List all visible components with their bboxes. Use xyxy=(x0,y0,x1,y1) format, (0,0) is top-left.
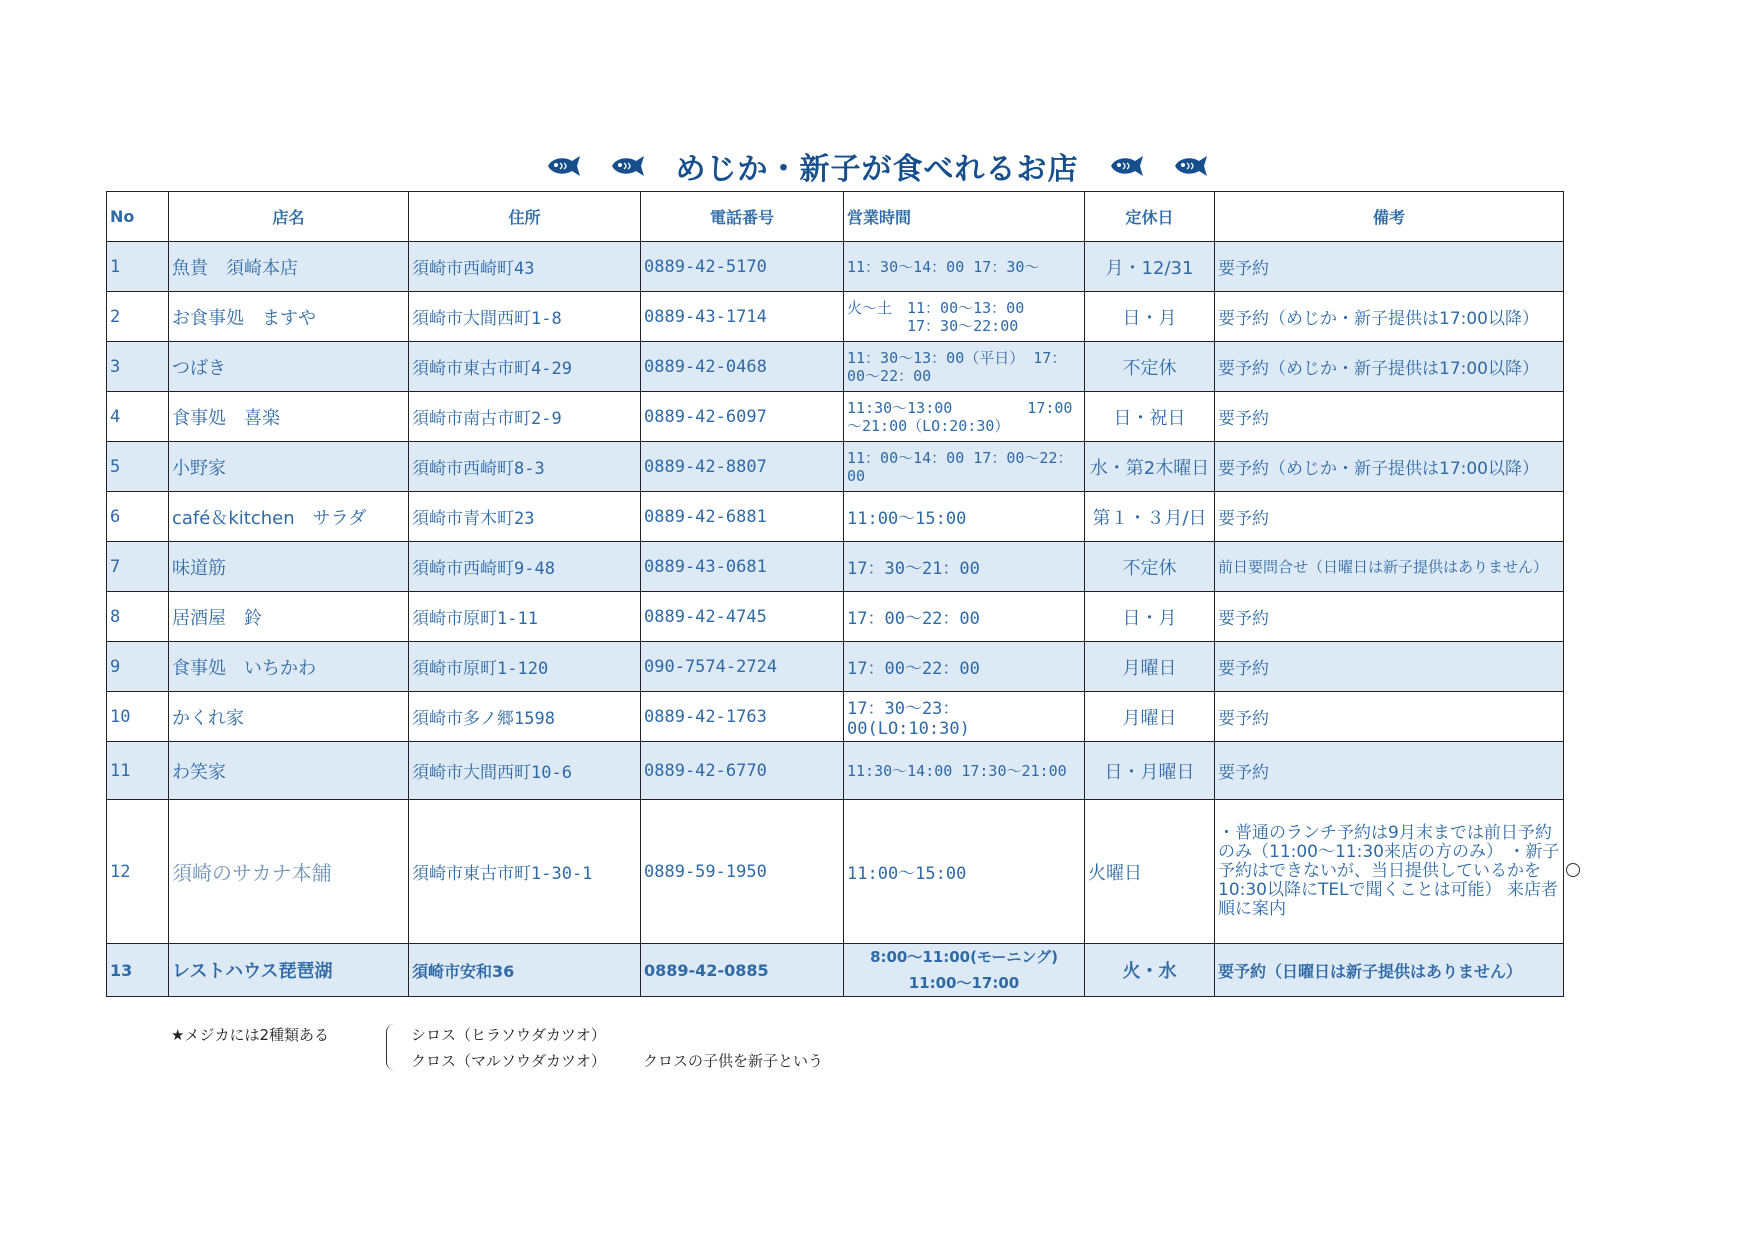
cell-note: 要予約 xyxy=(1215,592,1564,642)
cell-phone: 090-7574-2724 xyxy=(641,642,844,692)
cell-address: 須崎市原町1-11 xyxy=(409,592,641,642)
table-row xyxy=(107,800,1564,944)
cell-name: 小野家 xyxy=(169,442,409,492)
table-row xyxy=(107,692,1564,742)
cell-closed: 火曜日 xyxy=(1085,800,1215,944)
table-row xyxy=(107,342,1564,392)
cell-phone: 0889-43-0681 xyxy=(641,542,844,592)
cell-closed: 日・月曜日 xyxy=(1085,742,1215,800)
cell-no: 2 xyxy=(107,292,169,342)
cell-phone: 0889-42-1763 xyxy=(641,692,844,742)
page-title: めじか・新子が食べれるお店 xyxy=(675,152,1079,187)
cell-no: 3 xyxy=(107,342,169,392)
cell-note: 要予約（日曜日は新子提供はありません） xyxy=(1215,944,1564,997)
cell-hours: 11：30〜14：00 17：30〜 xyxy=(844,242,1085,292)
cell-closed: 日・月 xyxy=(1085,292,1215,342)
cell-address: 須崎市南古市町2-9 xyxy=(409,392,641,442)
cell-note: 要予約（めじか・新子提供は17:00以降） xyxy=(1215,342,1564,392)
cell-note: 前日要問合せ（日曜日は新子提供はありません） xyxy=(1215,542,1564,592)
cell-no: 5 xyxy=(107,442,169,492)
cell-name: わ笑家 xyxy=(169,742,409,800)
cell-closed: 月・12/31 xyxy=(1085,242,1215,292)
cell-note: ・普通のランチ予約は9月末までは前日予約のみ（11:00〜11:30来店の方のみ） ・新子予約はできないが、当日提供しているかを10:30以降にTELで聞くことは可能） 来店者順に案内 xyxy=(1215,800,1564,944)
table-row xyxy=(107,242,1564,292)
cell-name: 居酒屋 鈴 xyxy=(169,592,409,642)
fish-icon xyxy=(610,155,646,177)
cell-note: 要予約 xyxy=(1215,742,1564,800)
title-row xyxy=(0,146,1754,186)
footnote-line1: シロス（ヒラソウダカツオ） xyxy=(411,1026,606,1044)
cell-closed: 日・祝日 xyxy=(1085,392,1215,442)
cell-hours: 11:30〜13:00 17:00 〜21:00（LO:20:30） xyxy=(844,392,1085,442)
circle-mark xyxy=(1566,863,1580,877)
cell-address: 須崎市多ノ郷1598 xyxy=(409,692,641,742)
cell-no: 1 xyxy=(107,242,169,292)
footnote-star: ★メジカには2種類ある xyxy=(171,1026,329,1044)
cell-no: 10 xyxy=(107,692,169,742)
cell-phone: 0889-59-1950 xyxy=(641,800,844,944)
cell-no: 13 xyxy=(107,944,169,997)
cell-hours: 11：30〜13：00（平日） 17：00〜22：00 xyxy=(844,342,1085,392)
cell-hours: 17：30〜23：00(LO:10:30) xyxy=(844,692,1085,742)
footnote-line2-note: クロスの子供を新子という xyxy=(643,1052,824,1070)
cell-closed: 火・水 xyxy=(1085,944,1215,997)
cell-hours: 11：00〜14：00 17：00〜22：00 xyxy=(844,442,1085,492)
table-row xyxy=(107,292,1564,342)
cell-address: 須崎市西崎町9-48 xyxy=(409,542,641,592)
table-row xyxy=(107,642,1564,692)
fish-icon xyxy=(1109,155,1145,177)
cell-address: 須崎市原町1-120 xyxy=(409,642,641,692)
cell-name: つばき xyxy=(169,342,409,392)
header-phone: 電話番号 xyxy=(641,192,844,242)
cell-no: 12 xyxy=(107,800,169,944)
cell-phone: 0889-42-4745 xyxy=(641,592,844,642)
cell-closed: 第１・３月/日 xyxy=(1085,492,1215,542)
cell-hours: 8:00〜11:00(モーニング) 11:00〜17:00 xyxy=(844,944,1085,997)
header-note: 備考 xyxy=(1215,192,1564,242)
cell-no: 6 xyxy=(107,492,169,542)
cell-closed: 不定休 xyxy=(1085,342,1215,392)
table-row xyxy=(107,492,1564,542)
cell-closed: 水・第2木曜日 xyxy=(1085,442,1215,492)
cell-address: 須崎市大間西町1-8 xyxy=(409,292,641,342)
cell-hours: 11:00〜15:00 xyxy=(844,800,1085,944)
cell-note: 要予約（めじか・新子提供は17:00以降） xyxy=(1215,442,1564,492)
shop-table xyxy=(106,191,1564,997)
cell-closed: 不定休 xyxy=(1085,542,1215,592)
cell-hours: 17：00〜22：00 xyxy=(844,592,1085,642)
cell-address: 須崎市安和36 xyxy=(409,944,641,997)
cell-name: お食事処 ますや xyxy=(169,292,409,342)
cell-address: 須崎市東古市町1-30-1 xyxy=(409,800,641,944)
fish-icon xyxy=(546,155,582,177)
cell-phone: 0889-42-8807 xyxy=(641,442,844,492)
table-header-row xyxy=(107,192,1564,242)
brace-icon xyxy=(386,1024,397,1070)
footnote-line2: クロス（マルソウダカツオ） xyxy=(411,1052,606,1070)
header-name: 店名 xyxy=(169,192,409,242)
cell-hours: 17：30〜21：00 xyxy=(844,542,1085,592)
table-row xyxy=(107,742,1564,800)
cell-closed: 月曜日 xyxy=(1085,692,1215,742)
cell-note: 要予約 xyxy=(1215,692,1564,742)
table-row xyxy=(107,592,1564,642)
cell-no: 8 xyxy=(107,592,169,642)
cell-note: 要予約 xyxy=(1215,242,1564,292)
cell-no: 11 xyxy=(107,742,169,800)
cell-address: 須崎市青木町23 xyxy=(409,492,641,542)
cell-name: 食事処 いちかわ xyxy=(169,642,409,692)
cell-hours: 11:30〜14:00 17:30〜21:00 xyxy=(844,742,1085,800)
cell-phone: 0889-42-6881 xyxy=(641,492,844,542)
cell-hours: 11:00〜15:00 xyxy=(844,492,1085,542)
cell-address: 須崎市東古市町4-29 xyxy=(409,342,641,392)
cell-address: 須崎市西崎町43 xyxy=(409,242,641,292)
cell-name: 魚貴 須崎本店 xyxy=(169,242,409,292)
header-hours: 営業時間 xyxy=(844,192,1085,242)
cell-phone: 0889-42-5170 xyxy=(641,242,844,292)
cell-address: 須崎市西崎町8-3 xyxy=(409,442,641,492)
cell-note: 要予約 xyxy=(1215,642,1564,692)
header-address: 住所 xyxy=(409,192,641,242)
cell-name: café＆kitchen サラダ xyxy=(169,492,409,542)
table-row xyxy=(107,542,1564,592)
cell-closed: 月曜日 xyxy=(1085,642,1215,692)
cell-name: 須崎のサカナ本舗 xyxy=(169,800,409,944)
cell-name: かくれ家 xyxy=(169,692,409,742)
cell-phone: 0889-43-1714 xyxy=(641,292,844,342)
cell-name: レストハウス琵琶湖 xyxy=(169,944,409,997)
table-row xyxy=(107,392,1564,442)
header-no: No xyxy=(107,192,169,242)
header-closed: 定休日 xyxy=(1085,192,1215,242)
cell-no: 7 xyxy=(107,542,169,592)
fish-icon xyxy=(1173,155,1209,177)
cell-phone: 0889-42-0468 xyxy=(641,342,844,392)
cell-phone: 0889-42-6770 xyxy=(641,742,844,800)
cell-phone: 0889-42-6097 xyxy=(641,392,844,442)
cell-note: 要予約 xyxy=(1215,492,1564,542)
cell-note: 要予約 xyxy=(1215,392,1564,442)
table-row xyxy=(107,944,1564,997)
cell-name: 食事処 喜楽 xyxy=(169,392,409,442)
cell-note: 要予約（めじか・新子提供は17:00以降） xyxy=(1215,292,1564,342)
cell-hours: 火〜土 11：00〜13：00 17：30〜22:00 xyxy=(844,292,1085,342)
table-row xyxy=(107,442,1564,492)
cell-no: 4 xyxy=(107,392,169,442)
cell-phone: 0889-42-0885 xyxy=(641,944,844,997)
cell-hours: 17：00〜22：00 xyxy=(844,642,1085,692)
cell-closed: 日・月 xyxy=(1085,592,1215,642)
cell-no: 9 xyxy=(107,642,169,692)
cell-address: 須崎市大間西町10-6 xyxy=(409,742,641,800)
cell-name: 味道筋 xyxy=(169,542,409,592)
